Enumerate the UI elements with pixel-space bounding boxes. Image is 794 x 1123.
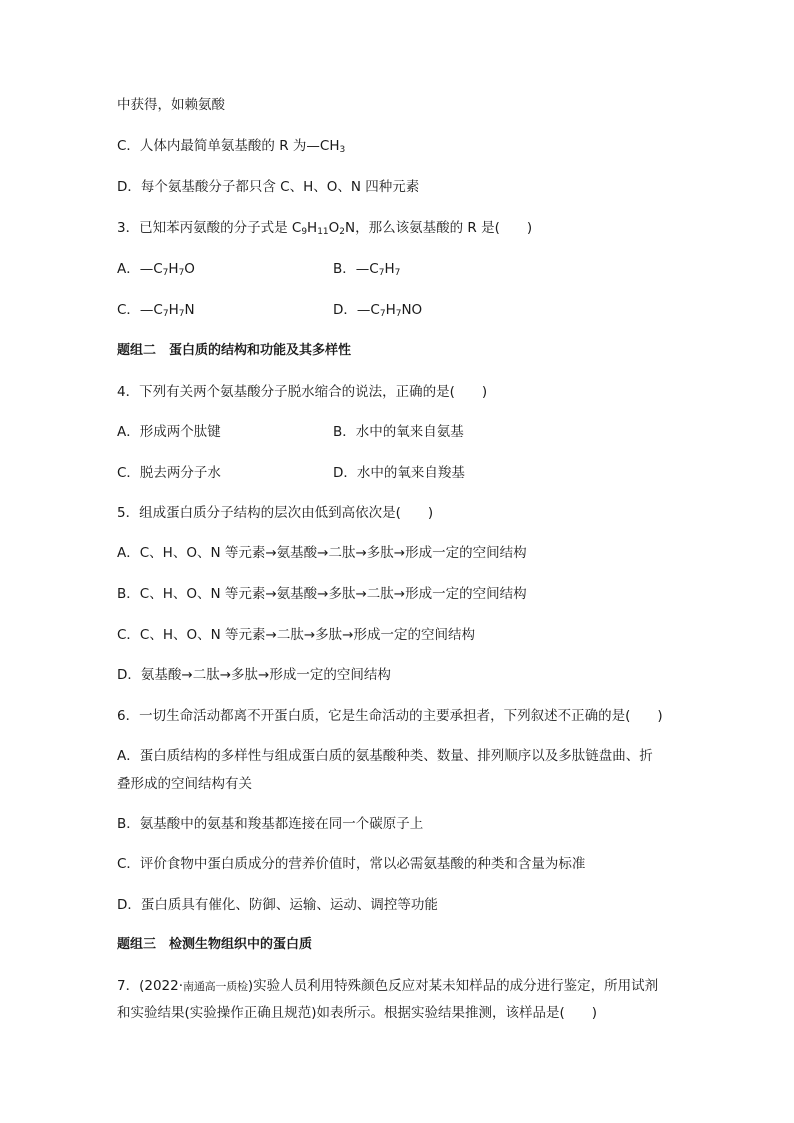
- text: H: [385, 302, 396, 318]
- text: N: [184, 302, 195, 318]
- question-7-line2: 和实验结果(实验操作正确且规范)如表所示。根据实验结果推测，该样品是( ): [117, 1005, 598, 1021]
- text: H: [168, 261, 179, 277]
- text-line: 中获得，如赖氨酸: [117, 97, 225, 113]
- question-5-option-d: D．氨基酸→二肽→多肽→形成一定的空间结构: [117, 667, 391, 683]
- question-3: [117, 219, 532, 237]
- section-heading-3: 题组三 检测生物组织中的蛋白质: [117, 937, 313, 952]
- subscript: 7: [395, 309, 402, 319]
- subscript: 7: [178, 268, 185, 278]
- text: )实验人员利用特殊颜色反应对某未知样品的成分进行鉴定，所用试剂: [247, 978, 659, 994]
- question-3-option-a: [117, 260, 195, 278]
- text: NO: [401, 302, 423, 318]
- subscript: 7: [162, 268, 169, 278]
- question-4-option-c: C．脱去两分子水: [117, 465, 221, 481]
- question-5: 5．组成蛋白质分子结构的层次由低到高依次是( ): [117, 505, 434, 521]
- question-5-option-b: B．C、H、O、N 等元素→氨基酸→多肽→二肽→形成一定的空间结构: [117, 586, 527, 602]
- subscript: 3: [339, 145, 346, 155]
- text: H: [384, 261, 395, 277]
- text: 3．已知苯丙氨酸的分子式是 C: [117, 220, 302, 236]
- question-5-option-c: C．C、H、O、N 等元素→二肽→多肽→形成一定的空间结构: [117, 627, 475, 643]
- text: O: [328, 220, 340, 236]
- text: C．人体内最简单氨基酸的 R 为—CH: [117, 138, 340, 154]
- text: C．—C: [117, 302, 163, 318]
- question-6-option-a-line2: 叠形成的空间结构有关: [117, 776, 252, 792]
- question-3-option-b: [333, 260, 400, 278]
- question-6-option-c: C．评价食物中蛋白质成分的营养价值时，常以必需氨基酸的种类和含量为标准: [117, 856, 586, 872]
- subscript: 7: [379, 309, 386, 319]
- subscript: 7: [394, 268, 401, 278]
- question-6-option-b: B．氨基酸中的氨基和羧基都连接在同一个碳原子上: [117, 816, 424, 832]
- subscript: 2: [339, 227, 346, 237]
- question-5-option-a: A．C、H、O、N 等元素→氨基酸→二肽→多肽→形成一定的空间结构: [117, 545, 527, 561]
- question-4-option-a: A．形成两个肽键: [117, 424, 221, 440]
- text: N，那么该氨基酸的 R 是( ): [345, 220, 533, 236]
- source-tag: 南通高一质检: [183, 980, 248, 993]
- question-3-option-c: [117, 301, 195, 319]
- question-6-option-d: D．蛋白质具有催化、防御、运输、运动、调控等功能: [117, 897, 438, 913]
- subscript: 7: [378, 268, 385, 278]
- subscript: 9: [301, 227, 308, 237]
- section-heading-2: 题组二 蛋白质的结构和功能及其多样性: [117, 343, 352, 358]
- question-4-option-b: B．水中的氧来自氨基: [333, 424, 464, 440]
- text: H: [307, 220, 318, 236]
- question-7-line1: [117, 977, 658, 996]
- text: A．—C: [117, 261, 163, 277]
- text: D．—C: [333, 302, 380, 318]
- question-6: 6．一切生命活动都离不开蛋白质，它是生命活动的主要承担者，下列叙述不正确的是( ): [117, 708, 663, 724]
- question-4: 4．下列有关两个氨基酸分子脱水缩合的说法，正确的是( ): [117, 384, 488, 400]
- subscript: 7: [178, 309, 185, 319]
- subscript: 7: [162, 309, 169, 319]
- option-c: [117, 137, 345, 155]
- option-d: D．每个氨基酸分子都只含 C、H、O、N 四种元素: [117, 179, 420, 195]
- question-number: 7．(2022·: [117, 978, 184, 994]
- question-4-option-d: D．水中的氧来自羧基: [333, 465, 465, 481]
- question-3-option-d: [333, 301, 422, 319]
- text: H: [168, 302, 179, 318]
- question-6-option-a-line1: A．蛋白质结构的多样性与组成蛋白质的氨基酸种类、数量、排列顺序以及多肽链盘曲、折: [117, 748, 653, 764]
- text: O: [184, 261, 195, 277]
- text: B．—C: [333, 261, 379, 277]
- subscript: 11: [317, 227, 329, 237]
